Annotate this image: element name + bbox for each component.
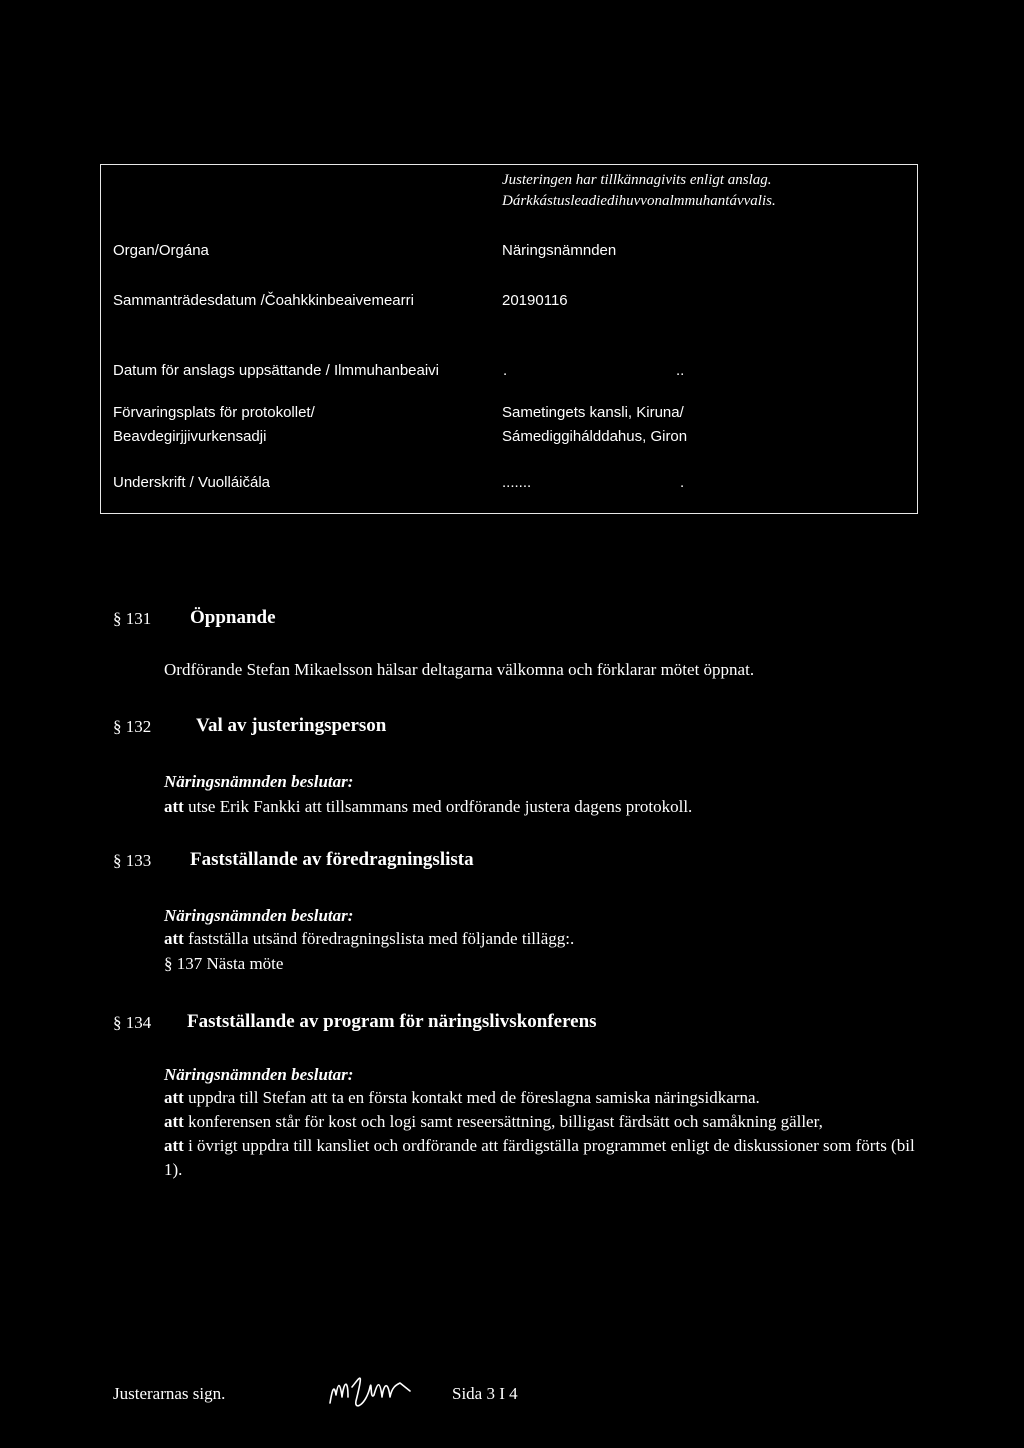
posting-date-value: . <box>503 362 508 379</box>
section-133-title: Fastställande av föredragningslista <box>190 849 474 870</box>
att-keyword: att <box>164 1112 184 1131</box>
adjustment-note-line1: Justeringen har tillkännagivits enligt anslag. <box>502 172 772 188</box>
posting-date-label: Datum för anslags uppsättande / Ilmmuhanbeaivi <box>113 362 440 379</box>
signature-dot: . <box>680 474 685 491</box>
section-133-decision <box>164 929 574 949</box>
section-132-decision-label: Näringsnämnden beslutar: <box>164 772 354 791</box>
att-keyword: att <box>164 929 184 948</box>
section-134-number: § 134 <box>113 1013 152 1032</box>
storage-label-line1: Förvaringsplats för protokollet/ <box>113 404 315 421</box>
posting-date-dots: .. <box>676 362 685 379</box>
organ-label: Organ/Orgána <box>113 242 209 259</box>
handwritten-signature <box>326 1371 426 1416</box>
protocol-header-box <box>100 164 918 514</box>
storage-label-line2: Beavdegirjjivurkensadji <box>113 428 267 445</box>
section-131-title: Öppnande <box>190 607 276 628</box>
decision-item <box>164 1110 924 1134</box>
section-131-number: § 131 <box>113 609 152 628</box>
decision-text: uppdra till Stefan att ta en första kontakt med de föreslagna samiska näringsidkarna. <box>188 1088 760 1107</box>
meeting-date-value: 20190116 <box>502 292 568 309</box>
decision-text: fastställa utsänd föredragningslista med följande tillägg:. <box>188 929 575 948</box>
decision-item <box>164 1086 924 1110</box>
section-132-title: Val av justeringsperson <box>196 715 387 736</box>
decision-text: i övrigt uppdra till kansliet och ordförande att färdigställa programmet enligt de diskussioner som förts (bil 1). <box>164 1136 915 1179</box>
section-133-number: § 133 <box>113 851 152 870</box>
meeting-date-label: Sammanträdesdatum /Čoahkkinbeaivemearri <box>113 292 414 309</box>
signature-label: Underskrift / Vuolláičála <box>113 474 271 491</box>
section-133-addition: § 137 Nästa möte <box>164 954 284 973</box>
section-132-decision <box>164 797 692 817</box>
section-131-text: Ordförande Stefan Mikaelsson hälsar deltagarna välkomna och förklarar mötet öppnat. <box>164 660 755 679</box>
organ-value: Näringsnämnden <box>502 242 617 259</box>
page-number: Sida 3 I 4 <box>452 1384 518 1403</box>
att-keyword: att <box>164 797 184 816</box>
decision-text: konferensen står för kost och logi samt reseersättning, billigast färdsätt och samåkning gäller, <box>188 1112 823 1131</box>
adjustment-note-line2: Dárkkástusleadiedihuvvonalmmuhantávvalis. <box>502 193 776 209</box>
decision-item <box>164 1134 924 1182</box>
decision-text: utse Erik Fankki att tillsammans med ordförande justera dagens protokoll. <box>188 797 693 816</box>
storage-value-line2: Sámediggihálddahus, Giron <box>502 428 688 445</box>
section-134-decision-label: Näringsnämnden beslutar: <box>164 1065 354 1084</box>
signature-dots: ....... <box>502 474 532 491</box>
att-keyword: att <box>164 1136 184 1155</box>
section-134-decision-list <box>164 1086 924 1182</box>
section-134-title: Fastställande av program för näringslivskonferens <box>187 1011 597 1032</box>
section-132-number: § 132 <box>113 717 152 736</box>
storage-value-line1: Sametingets kansli, Kiruna/ <box>502 404 684 421</box>
att-keyword: att <box>164 1088 184 1107</box>
adjusters-sign-label: Justerarnas sign. <box>113 1384 226 1403</box>
section-133-decision-label: Näringsnämnden beslutar: <box>164 906 354 925</box>
signature-drawing <box>326 1371 426 1411</box>
